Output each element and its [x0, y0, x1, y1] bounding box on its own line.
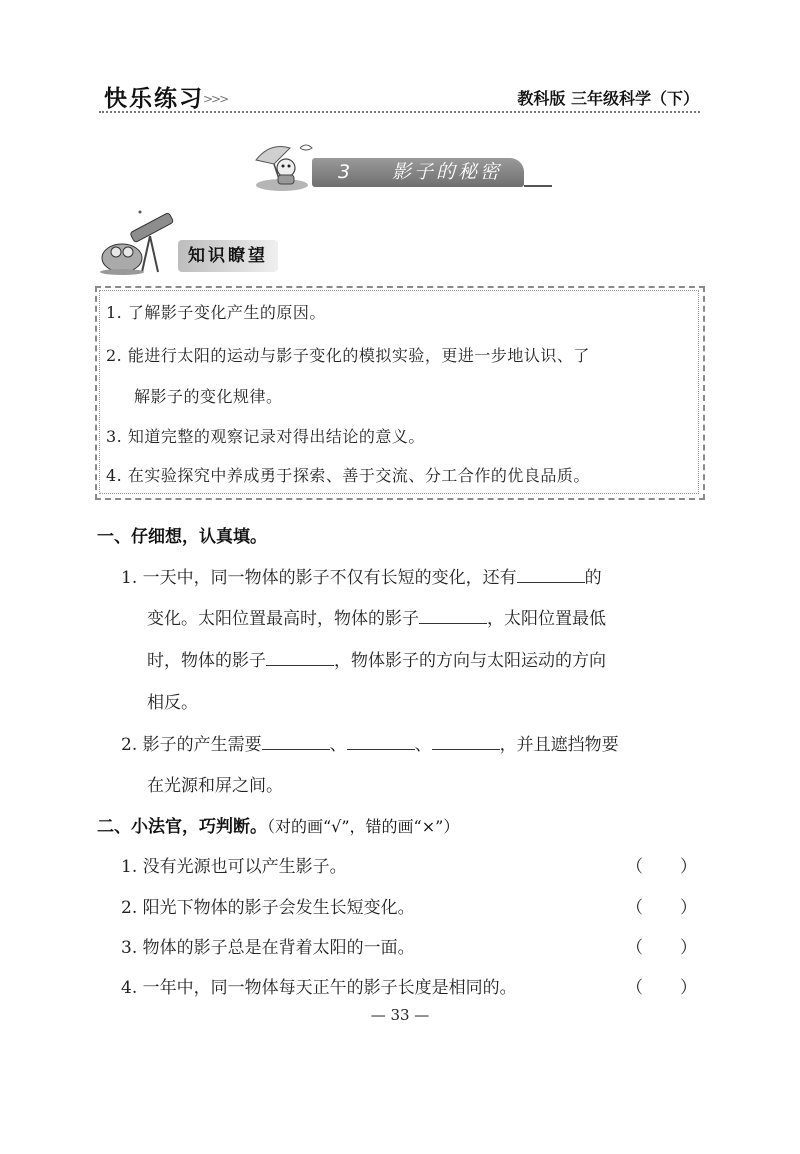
objective-item: 2. 能进行太阳的运动与影子变化的模拟实验，更进一步地认识、了: [106, 346, 590, 365]
header-arrows: >>>: [203, 92, 228, 106]
answer-blank[interactable]: [432, 732, 500, 750]
question-text: ，物体影子的方向与太阳运动的方向: [334, 651, 606, 671]
objective-item: 4. 在实验探究中养成勇于探索、善于交流、分工合作的优良品质。: [106, 466, 590, 485]
fill-question-1-line3: [147, 646, 606, 671]
chapter-number: 3: [338, 161, 351, 183]
fill-question-2-line2: 在光源和屏之间。: [147, 776, 283, 796]
section2-instruction: （对的画“√”，错的画“×”）: [267, 817, 460, 836]
section1-title: 一、仔细想，认真填。: [97, 527, 267, 547]
fill-question-1-line4: 相反。: [147, 693, 198, 713]
question-text: 、: [414, 735, 432, 755]
answer-paren-close: ）: [680, 938, 697, 958]
knowledge-title: 知识瞭望: [188, 246, 268, 266]
question-text: 1. 一天中，同一物体的影子不仅有长短的变化，还有: [121, 568, 517, 588]
objective-item: 3. 知道完整的观察记录对得出结论的意义。: [106, 427, 425, 446]
judge-item-4: 4. 一年中，同一物体每天正午的影子长度是相同的。: [121, 978, 517, 998]
answer-blank[interactable]: [347, 732, 415, 750]
judge-item-3: 3. 物体的影子总是在背着太阳的一面。: [121, 938, 415, 958]
question-text: 2. 影子的产生需要: [121, 735, 262, 755]
answer-paren-close: ）: [680, 978, 697, 998]
answer-blank[interactable]: [266, 648, 334, 666]
objective-item: 解影子的变化规律。: [134, 387, 283, 406]
question-text: 变化。太阳位置最高时，物体的影子: [147, 609, 419, 629]
answer-blank[interactable]: [262, 732, 330, 750]
header-divider: [99, 111, 700, 113]
book-label: 教科版 三年级科学（下）: [517, 89, 699, 108]
fill-question-2-line1: [121, 730, 619, 755]
answer-paren-close: ）: [680, 857, 697, 877]
section2-title: [97, 812, 459, 837]
answer-paren-close: ）: [680, 898, 697, 918]
chapter-banner: [312, 158, 524, 187]
telescope-icon: [100, 206, 182, 276]
answer-blank[interactable]: [419, 606, 487, 624]
answer-paren-open[interactable]: （: [626, 978, 643, 998]
page-number: — 33 —: [370, 1006, 430, 1024]
question-text: ，太阳位置最低: [487, 609, 606, 629]
question-text: 的: [584, 568, 602, 588]
answer-blank[interactable]: [517, 565, 585, 583]
answer-paren-open[interactable]: （: [626, 938, 643, 958]
question-text: 时，物体的影子: [147, 651, 266, 671]
answer-paren-open[interactable]: （: [626, 857, 643, 877]
judge-item-2: 2. 阳光下物体的影子会发生长短变化。: [121, 898, 415, 918]
fill-question-1-line2: [147, 604, 606, 629]
question-text: ，并且遮挡物要: [499, 735, 619, 755]
question-text: 、: [329, 735, 347, 755]
section2-heading: 二、小法官，巧判断。: [97, 817, 267, 837]
chapter-title: 影子的秘密: [392, 161, 503, 183]
answer-paren-open[interactable]: （: [626, 898, 643, 918]
mascot-umbrella-icon: [250, 138, 320, 194]
header-title: 快乐练习: [104, 86, 204, 112]
judge-item-1: 1. 没有光源也可以产生影子。: [121, 857, 347, 877]
objective-item: 1. 了解影子变化产生的原因。: [106, 303, 326, 322]
banner-underline: [524, 185, 552, 187]
fill-question-1-line1: [121, 563, 602, 588]
